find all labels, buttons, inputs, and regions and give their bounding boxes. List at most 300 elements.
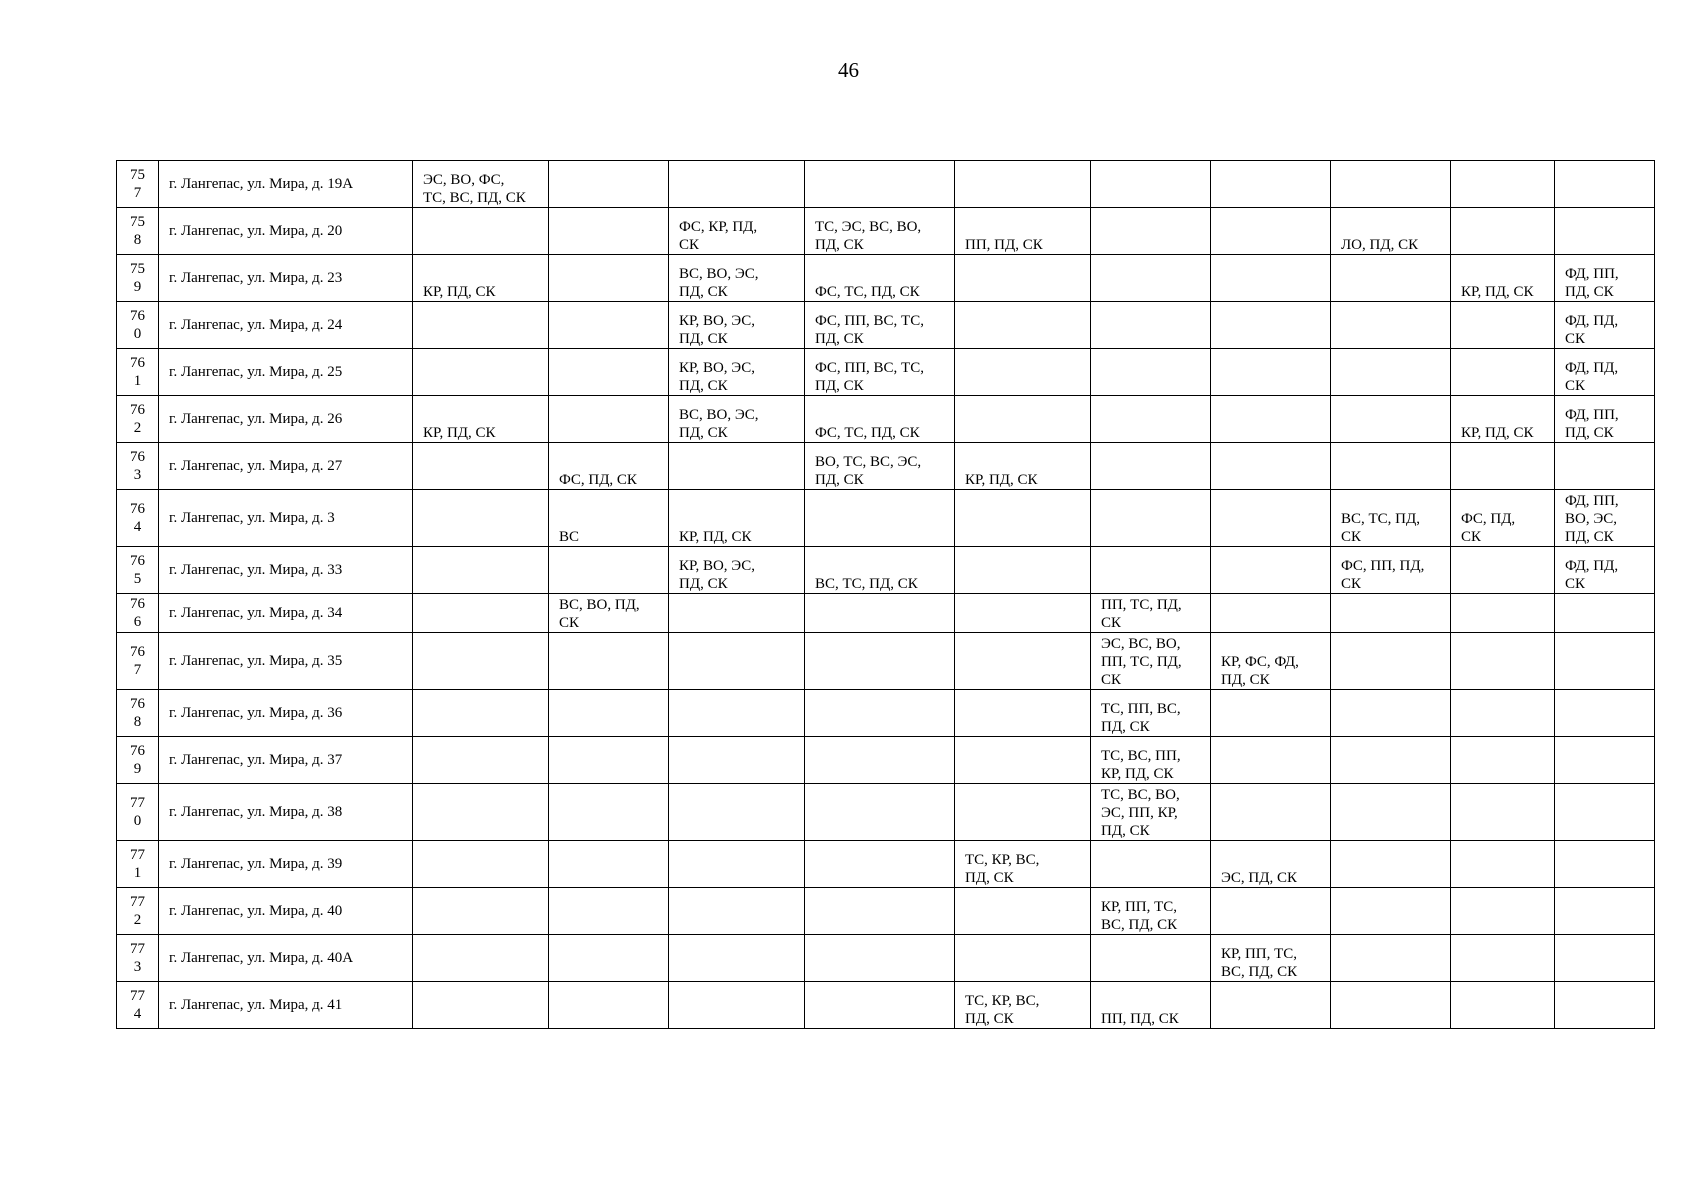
table-row [117, 935, 1655, 982]
cell-line: 9 [133, 279, 142, 295]
cell-line: ФД, ПП, [1565, 266, 1619, 282]
cell-line: ПД, СК [1221, 672, 1270, 688]
cell-line: ВС, ВО, ЭС, [679, 266, 759, 282]
cell-line: 76 [130, 696, 145, 712]
works-cell [805, 982, 955, 1029]
works-cell [1555, 888, 1655, 935]
works-cell [549, 349, 669, 396]
table-row [117, 737, 1655, 784]
works-cell [1091, 841, 1211, 888]
works-cell [955, 161, 1091, 208]
works-cell [1555, 490, 1655, 547]
cell-line: 6 [133, 614, 142, 630]
cell-line: КР, ПД, СК [965, 472, 1038, 488]
works-cell [669, 594, 805, 633]
works-cell [1211, 396, 1331, 443]
works-cell [669, 737, 805, 784]
cell-line: ПП, ТС, ПД, [1101, 654, 1182, 670]
cell-line: СК [1565, 378, 1586, 394]
cell-line: 2 [133, 912, 142, 928]
address-cell: г. Лангепас, ул. Мира, д. 33 [159, 547, 413, 594]
cell-line: ТС, ЭС, ВС, ВО, [815, 219, 922, 235]
works-cell [955, 443, 1091, 490]
works-cell [413, 784, 549, 841]
cell-line: СК [1461, 529, 1482, 545]
cell-line: 5 [133, 571, 142, 587]
cell-line: ФС, ПД, [1461, 511, 1516, 527]
works-cell [1451, 784, 1555, 841]
cell-line: ПД, СК [1101, 719, 1150, 735]
works-cell [1331, 737, 1451, 784]
cell-line: 76 [130, 355, 145, 371]
works-cell [549, 396, 669, 443]
works-cell [805, 490, 955, 547]
works-cell [549, 594, 669, 633]
cell-line: 76 [130, 308, 145, 324]
works-cell [1555, 396, 1655, 443]
address-cell: г. Лангепас, ул. Мира, д. 19А [159, 161, 413, 208]
works-cell [1091, 690, 1211, 737]
works-cell [549, 208, 669, 255]
address-cell: г. Лангепас, ул. Мира, д. 40А [159, 935, 413, 982]
works-cell [1211, 443, 1331, 490]
cell-line: 75 [130, 214, 145, 230]
address-cell: г. Лангепас, ул. Мира, д. 25 [159, 349, 413, 396]
cell-line: 7 [133, 662, 142, 678]
works-cell [805, 255, 955, 302]
works-cell [413, 255, 549, 302]
works-cell [669, 208, 805, 255]
works-cell [669, 888, 805, 935]
row-number-cell [117, 161, 159, 208]
works-cell [549, 737, 669, 784]
works-cell [549, 841, 669, 888]
works-cell [805, 396, 955, 443]
works-cell [669, 935, 805, 982]
table-row [117, 349, 1655, 396]
cell-line: 76 [130, 596, 145, 612]
cell-line: 9 [133, 761, 142, 777]
works-cell [1211, 633, 1331, 690]
works-cell [805, 547, 955, 594]
address-cell: г. Лангепас, ул. Мира, д. 23 [159, 255, 413, 302]
works-cell [1555, 255, 1655, 302]
cell-line: 77 [130, 894, 145, 910]
cell-line: ФС, КР, ПД, [679, 219, 758, 235]
works-cell [413, 547, 549, 594]
row-number-cell [117, 208, 159, 255]
works-cell [413, 349, 549, 396]
cell-line: ПД, СК [679, 284, 728, 300]
works-cell [1555, 161, 1655, 208]
cell-line: СК [1101, 672, 1122, 688]
works-cell [549, 888, 669, 935]
works-cell [1211, 784, 1331, 841]
cell-line: 77 [130, 988, 145, 1004]
row-number-cell [117, 396, 159, 443]
works-cell [1091, 302, 1211, 349]
table-row [117, 255, 1655, 302]
cell-line: ПД, СК [679, 331, 728, 347]
cell-line: ПД, СК [1565, 425, 1614, 441]
cell-line: 76 [130, 402, 145, 418]
cell-line: 1 [133, 865, 142, 881]
cell-line: ФД, ПП, [1565, 493, 1619, 509]
works-cell [1331, 547, 1451, 594]
works-cell [549, 982, 669, 1029]
cell-line: ЭС, ВО, ФС, [423, 172, 505, 188]
works-cell [413, 594, 549, 633]
works-cell [669, 490, 805, 547]
cell-line: ФС, ПД, СК [559, 472, 637, 488]
works-cell [669, 349, 805, 396]
table-row [117, 396, 1655, 443]
address-cell: г. Лангепас, ул. Мира, д. 24 [159, 302, 413, 349]
row-number-cell [117, 690, 159, 737]
address-cell: г. Лангепас, ул. Мира, д. 38 [159, 784, 413, 841]
works-cell [1331, 255, 1451, 302]
works-cell [1555, 633, 1655, 690]
works-cell [1555, 443, 1655, 490]
works-cell [1555, 690, 1655, 737]
works-cell [955, 841, 1091, 888]
works-cell [413, 888, 549, 935]
cell-line: ВС, ТС, ПД, СК [815, 576, 918, 592]
works-cell [1091, 349, 1211, 396]
works-cell [805, 633, 955, 690]
works-cell [1451, 737, 1555, 784]
address-cell: г. Лангепас, ул. Мира, д. 39 [159, 841, 413, 888]
works-cell [1331, 633, 1451, 690]
works-cell [1451, 161, 1555, 208]
works-cell [1451, 302, 1555, 349]
cell-line: ПД, СК [679, 378, 728, 394]
table-row [117, 208, 1655, 255]
works-cell [413, 161, 549, 208]
works-cell [955, 349, 1091, 396]
works-cell [1451, 349, 1555, 396]
works-cell [1331, 302, 1451, 349]
works-cell [1331, 349, 1451, 396]
works-cell [955, 490, 1091, 547]
cell-line: ПД, СК [815, 378, 864, 394]
cell-line: ТС, КР, ВС, [965, 852, 1040, 868]
row-number-cell [117, 349, 159, 396]
works-cell [805, 349, 955, 396]
cell-line: 3 [133, 467, 142, 483]
row-number-cell [117, 490, 159, 547]
table-row [117, 888, 1655, 935]
row-number-cell [117, 841, 159, 888]
row-number-cell [117, 547, 159, 594]
address-cell: г. Лангепас, ул. Мира, д. 41 [159, 982, 413, 1029]
cell-line: ФД, ПД, [1565, 313, 1619, 329]
works-cell [1331, 594, 1451, 633]
cell-line: ПД, СК [815, 331, 864, 347]
works-cell [1555, 935, 1655, 982]
works-cell [805, 594, 955, 633]
works-cell [1091, 633, 1211, 690]
works-cell [413, 302, 549, 349]
address-cell: г. Лангепас, ул. Мира, д. 26 [159, 396, 413, 443]
cell-line: 76 [130, 501, 145, 517]
cell-line: 0 [133, 326, 142, 342]
works-cell [1091, 547, 1211, 594]
works-cell [413, 737, 549, 784]
works-cell [1211, 935, 1331, 982]
works-cell [549, 490, 669, 547]
table-row [117, 690, 1655, 737]
table-row [117, 443, 1655, 490]
works-cell [955, 594, 1091, 633]
works-cell [1331, 888, 1451, 935]
cell-line: ЭС, ПП, КР, [1101, 805, 1178, 821]
cell-line: ПД, СК [679, 425, 728, 441]
cell-line: КР, ВО, ЭС, [679, 313, 755, 329]
row-number-cell [117, 594, 159, 633]
works-cell [955, 982, 1091, 1029]
works-cell [1555, 547, 1655, 594]
cell-line: 77 [130, 941, 145, 957]
works-cell [1211, 547, 1331, 594]
works-cell [549, 633, 669, 690]
cell-line: КР, ПП, ТС, [1101, 899, 1178, 915]
cell-line: ПД, СК [965, 870, 1014, 886]
works-cell [805, 161, 955, 208]
cell-line: ФС, ТС, ПД, СК [815, 425, 920, 441]
row-number-cell [117, 737, 159, 784]
address-cell: г. Лангепас, ул. Мира, д. 35 [159, 633, 413, 690]
cell-line: ПД, СК [965, 1011, 1014, 1027]
works-cell [1451, 208, 1555, 255]
works-cell [1331, 208, 1451, 255]
cell-line: ВО, ТС, ВС, ЭС, [815, 454, 922, 470]
cell-line: ПД, СК [815, 472, 864, 488]
works-cell [413, 935, 549, 982]
cell-line: ФС, ПП, ПД, [1341, 558, 1425, 574]
works-cell [1211, 255, 1331, 302]
cell-line: ПП, ТС, ПД, [1101, 597, 1182, 613]
works-cell [549, 302, 669, 349]
address-cell: г. Лангепас, ул. Мира, д. 37 [159, 737, 413, 784]
works-cell [1331, 935, 1451, 982]
works-cell [1451, 443, 1555, 490]
table-row [117, 490, 1655, 547]
table-body [117, 161, 1655, 1029]
works-cell [1451, 841, 1555, 888]
cell-line: КР, ПП, ТС, [1221, 946, 1298, 962]
row-number-cell [117, 982, 159, 1029]
works-cell [1555, 208, 1655, 255]
works-cell [955, 633, 1091, 690]
works-cell [669, 443, 805, 490]
address-cell: г. Лангепас, ул. Мира, д. 27 [159, 443, 413, 490]
works-cell [1555, 594, 1655, 633]
cell-line: 76 [130, 553, 145, 569]
row-number-cell [117, 888, 159, 935]
cell-line: 77 [130, 795, 145, 811]
works-cell [1091, 737, 1211, 784]
works-cell [805, 888, 955, 935]
works-cell [669, 547, 805, 594]
cell-line: ВС, ВО, ПД, [559, 597, 640, 613]
cell-line: КР, ПД, СК [1101, 766, 1174, 782]
works-cell [955, 888, 1091, 935]
cell-line: 4 [133, 519, 142, 535]
cell-line: ФД, ПД, [1565, 558, 1619, 574]
cell-line: КР, ПД, СК [1461, 425, 1534, 441]
works-cell [413, 490, 549, 547]
works-cell [805, 737, 955, 784]
table-row [117, 594, 1655, 633]
works-cell [955, 255, 1091, 302]
works-cell [805, 784, 955, 841]
cell-line: 3 [133, 959, 142, 975]
cell-line: 76 [130, 743, 145, 759]
cell-line: КР, ВО, ЭС, [679, 360, 755, 376]
address-cell: г. Лангепас, ул. Мира, д. 40 [159, 888, 413, 935]
works-cell [805, 302, 955, 349]
works-cell [1451, 547, 1555, 594]
works-cell [1331, 490, 1451, 547]
works-cell [669, 633, 805, 690]
cell-line: 75 [130, 167, 145, 183]
works-cell [1211, 737, 1331, 784]
address-cell: г. Лангепас, ул. Мира, д. 34 [159, 594, 413, 633]
works-cell [549, 443, 669, 490]
works-cell [413, 690, 549, 737]
works-cell [1331, 982, 1451, 1029]
works-cell [805, 443, 955, 490]
works-cell [669, 396, 805, 443]
cell-line: ФД, ПП, [1565, 407, 1619, 423]
works-cell [1451, 888, 1555, 935]
works-cell [669, 161, 805, 208]
cell-line: СК [1341, 529, 1362, 545]
cell-line: ПД, СК [1565, 284, 1614, 300]
cell-line: КР, ПД, СК [679, 529, 752, 545]
cell-line: ВС, ПД, СК [1221, 964, 1298, 980]
works-cell [955, 784, 1091, 841]
works-cell [955, 737, 1091, 784]
works-cell [669, 255, 805, 302]
works-cell [1331, 443, 1451, 490]
works-cell [1091, 784, 1211, 841]
works-cell [1211, 841, 1331, 888]
works-cell [669, 841, 805, 888]
table-row [117, 982, 1655, 1029]
cell-line: ПП, ПД, СК [965, 237, 1043, 253]
works-cell [669, 690, 805, 737]
works-cell [1091, 490, 1211, 547]
works-cell [1555, 841, 1655, 888]
cell-line: 2 [133, 420, 142, 436]
works-cell [1451, 594, 1555, 633]
works-cell [1451, 982, 1555, 1029]
address-cell: г. Лангепас, ул. Мира, д. 36 [159, 690, 413, 737]
cell-line: СК [559, 615, 580, 631]
works-cell [1211, 982, 1331, 1029]
cell-line: ПД, СК [679, 576, 728, 592]
cell-line: ЭС, ПД, СК [1221, 870, 1297, 886]
works-cell [549, 547, 669, 594]
works-cell [955, 208, 1091, 255]
works-cell [805, 690, 955, 737]
cell-line: 77 [130, 847, 145, 863]
works-cell [549, 784, 669, 841]
table-row [117, 547, 1655, 594]
cell-line: ПД, СК [815, 237, 864, 253]
works-schedule-table [116, 160, 1655, 1029]
works-cell [1331, 396, 1451, 443]
works-cell [955, 302, 1091, 349]
cell-line: ТС, ВС, ПД, СК [423, 190, 526, 206]
works-cell [1331, 841, 1451, 888]
works-cell [1211, 690, 1331, 737]
works-cell [1091, 443, 1211, 490]
cell-line: 4 [133, 1006, 142, 1022]
cell-line: 8 [133, 232, 142, 248]
works-cell [955, 935, 1091, 982]
works-cell [1451, 490, 1555, 547]
cell-line: ТС, КР, ВС, [965, 993, 1040, 1009]
works-cell [1211, 208, 1331, 255]
cell-line: ВС, ПД, СК [1101, 917, 1178, 933]
cell-line: ВС [559, 529, 580, 545]
cell-line: ВС, ВО, ЭС, [679, 407, 759, 423]
row-number-cell [117, 633, 159, 690]
cell-line: ВО, ЭС, [1565, 511, 1617, 527]
cell-line: ЛО, ПД, СК [1341, 237, 1419, 253]
works-cell [1091, 208, 1211, 255]
cell-line: ТС, ВС, ПП, [1101, 748, 1181, 764]
cell-line: СК [1101, 615, 1122, 631]
works-cell [413, 208, 549, 255]
cell-line: ФД, ПД, [1565, 360, 1619, 376]
cell-line: ЭС, ВС, ВО, [1101, 636, 1181, 652]
cell-line: 76 [130, 449, 145, 465]
works-cell [549, 255, 669, 302]
works-cell [1555, 302, 1655, 349]
works-cell [1331, 161, 1451, 208]
works-cell [1451, 633, 1555, 690]
cell-line: ТС, ПП, ВС, [1101, 701, 1181, 717]
cell-line: 8 [133, 714, 142, 730]
works-cell [1091, 594, 1211, 633]
works-cell [1331, 690, 1451, 737]
works-cell [1331, 784, 1451, 841]
works-cell [413, 633, 549, 690]
cell-line: СК [1341, 576, 1362, 592]
cell-line: КР, ПД, СК [1461, 284, 1534, 300]
works-cell [413, 982, 549, 1029]
cell-line: 1 [133, 373, 142, 389]
works-cell [1555, 349, 1655, 396]
works-cell [1451, 255, 1555, 302]
row-number-cell [117, 302, 159, 349]
works-cell [1211, 349, 1331, 396]
works-cell [1211, 161, 1331, 208]
works-cell [1091, 255, 1211, 302]
table-row [117, 784, 1655, 841]
works-cell [805, 208, 955, 255]
cell-line: ВС, ТС, ПД, [1341, 511, 1420, 527]
works-cell [1091, 935, 1211, 982]
row-number-cell [117, 784, 159, 841]
cell-line: ТС, ВС, ВО, [1101, 787, 1180, 803]
row-number-cell [117, 935, 159, 982]
cell-line: ПД, СК [1101, 823, 1150, 839]
